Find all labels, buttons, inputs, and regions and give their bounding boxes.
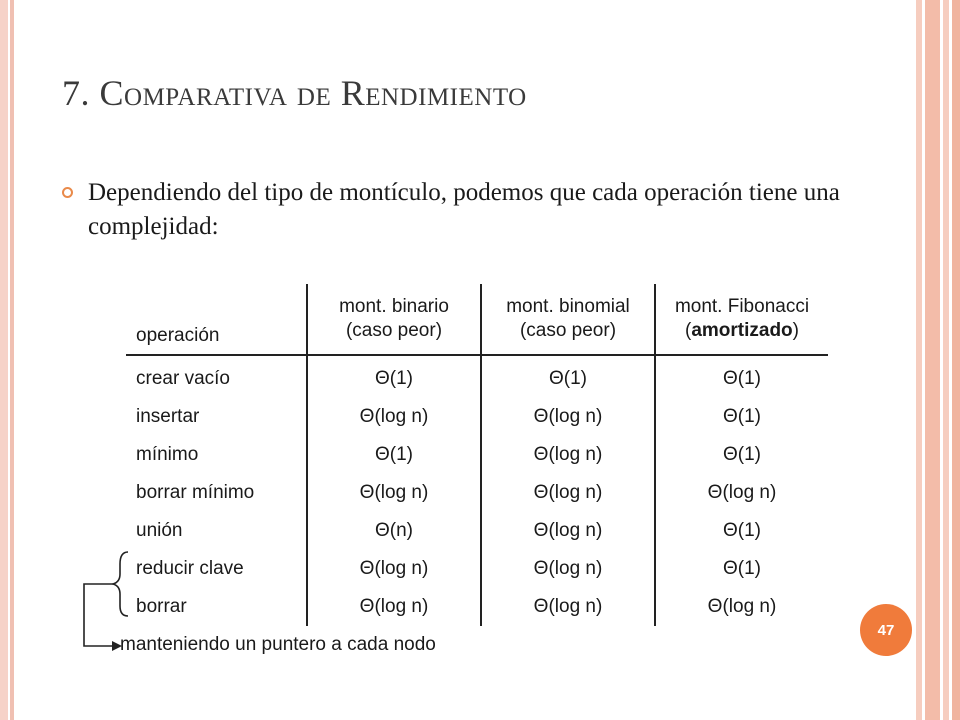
bullet-text: Dependiendo del tipo de montículo, podemos que cada operación tiene una complejidad: [88,179,840,240]
header-binomial-line1: mont. binomial [506,296,630,317]
row-binomial: Θ(log n) [481,512,655,550]
row-fibonacci: Θ(log n) [655,474,828,512]
row-fibonacci: Θ(1) [655,355,828,398]
row-binary: Θ(log n) [307,588,481,626]
table-row [126,550,828,588]
row-binary: Θ(1) [307,355,481,398]
row-binary: Θ(1) [307,436,481,474]
header-fibonacci [655,284,828,355]
row-binary: Θ(log n) [307,474,481,512]
row-binomial: Θ(log n) [481,588,655,626]
row-binomial: Θ(log n) [481,398,655,436]
row-operation: unión [136,520,183,541]
row-binomial: Θ(log n) [481,436,655,474]
slide-title: 7. Comparativa de Rendimiento [62,73,527,113]
row-binary: Θ(n) [307,512,481,550]
row-operation: crear vacío [136,368,230,389]
header-binary-line1: mont. binario [339,296,449,317]
page-number-badge: 47 [860,604,912,656]
row-binomial: Θ(1) [481,355,655,398]
table-row [126,355,828,398]
row-operation: borrar [136,596,187,617]
header-binary [307,284,481,355]
header-binomial-line2: (caso peor) [519,320,617,341]
header-fibonacci-line2 [685,320,799,341]
left-decorative-border [0,0,14,720]
row-fibonacci: Θ(log n) [655,588,828,626]
header-fibonacci-line1: mont. Fibonacci [674,296,810,317]
row-fibonacci: Θ(1) [655,436,828,474]
footnote-text: manteniendo un puntero a cada nodo [120,634,436,655]
header-fibonacci-amortized: amortizado [691,320,793,341]
header-operation: operación [126,284,307,355]
row-operation: borrar mínimo [136,482,255,503]
row-fibonacci: Θ(1) [655,398,828,436]
table-row [126,436,828,474]
complexity-table [126,284,828,626]
row-binary: Θ(log n) [307,550,481,588]
row-operation: mínimo [136,444,199,465]
row-binary: Θ(log n) [307,398,481,436]
table-header-row [126,284,828,355]
row-binomial: Θ(log n) [481,550,655,588]
bullet-item [62,176,842,244]
bullet-circle-icon [62,187,73,198]
row-fibonacci: Θ(1) [655,512,828,550]
table-row [126,398,828,436]
row-binomial: Θ(log n) [481,474,655,512]
row-fibonacci: Θ(1) [655,550,828,588]
header-fibonacci-open: ( [684,320,692,341]
table-row [126,588,828,626]
header-binary-line2: (caso peor) [345,320,443,341]
row-operation: insertar [136,406,200,427]
table-row [126,512,828,550]
header-fibonacci-close: ) [792,320,799,341]
header-binomial [481,284,655,355]
row-operation: reducir clave [136,558,244,579]
table-row [126,474,828,512]
right-decorative-stripes [916,0,960,720]
